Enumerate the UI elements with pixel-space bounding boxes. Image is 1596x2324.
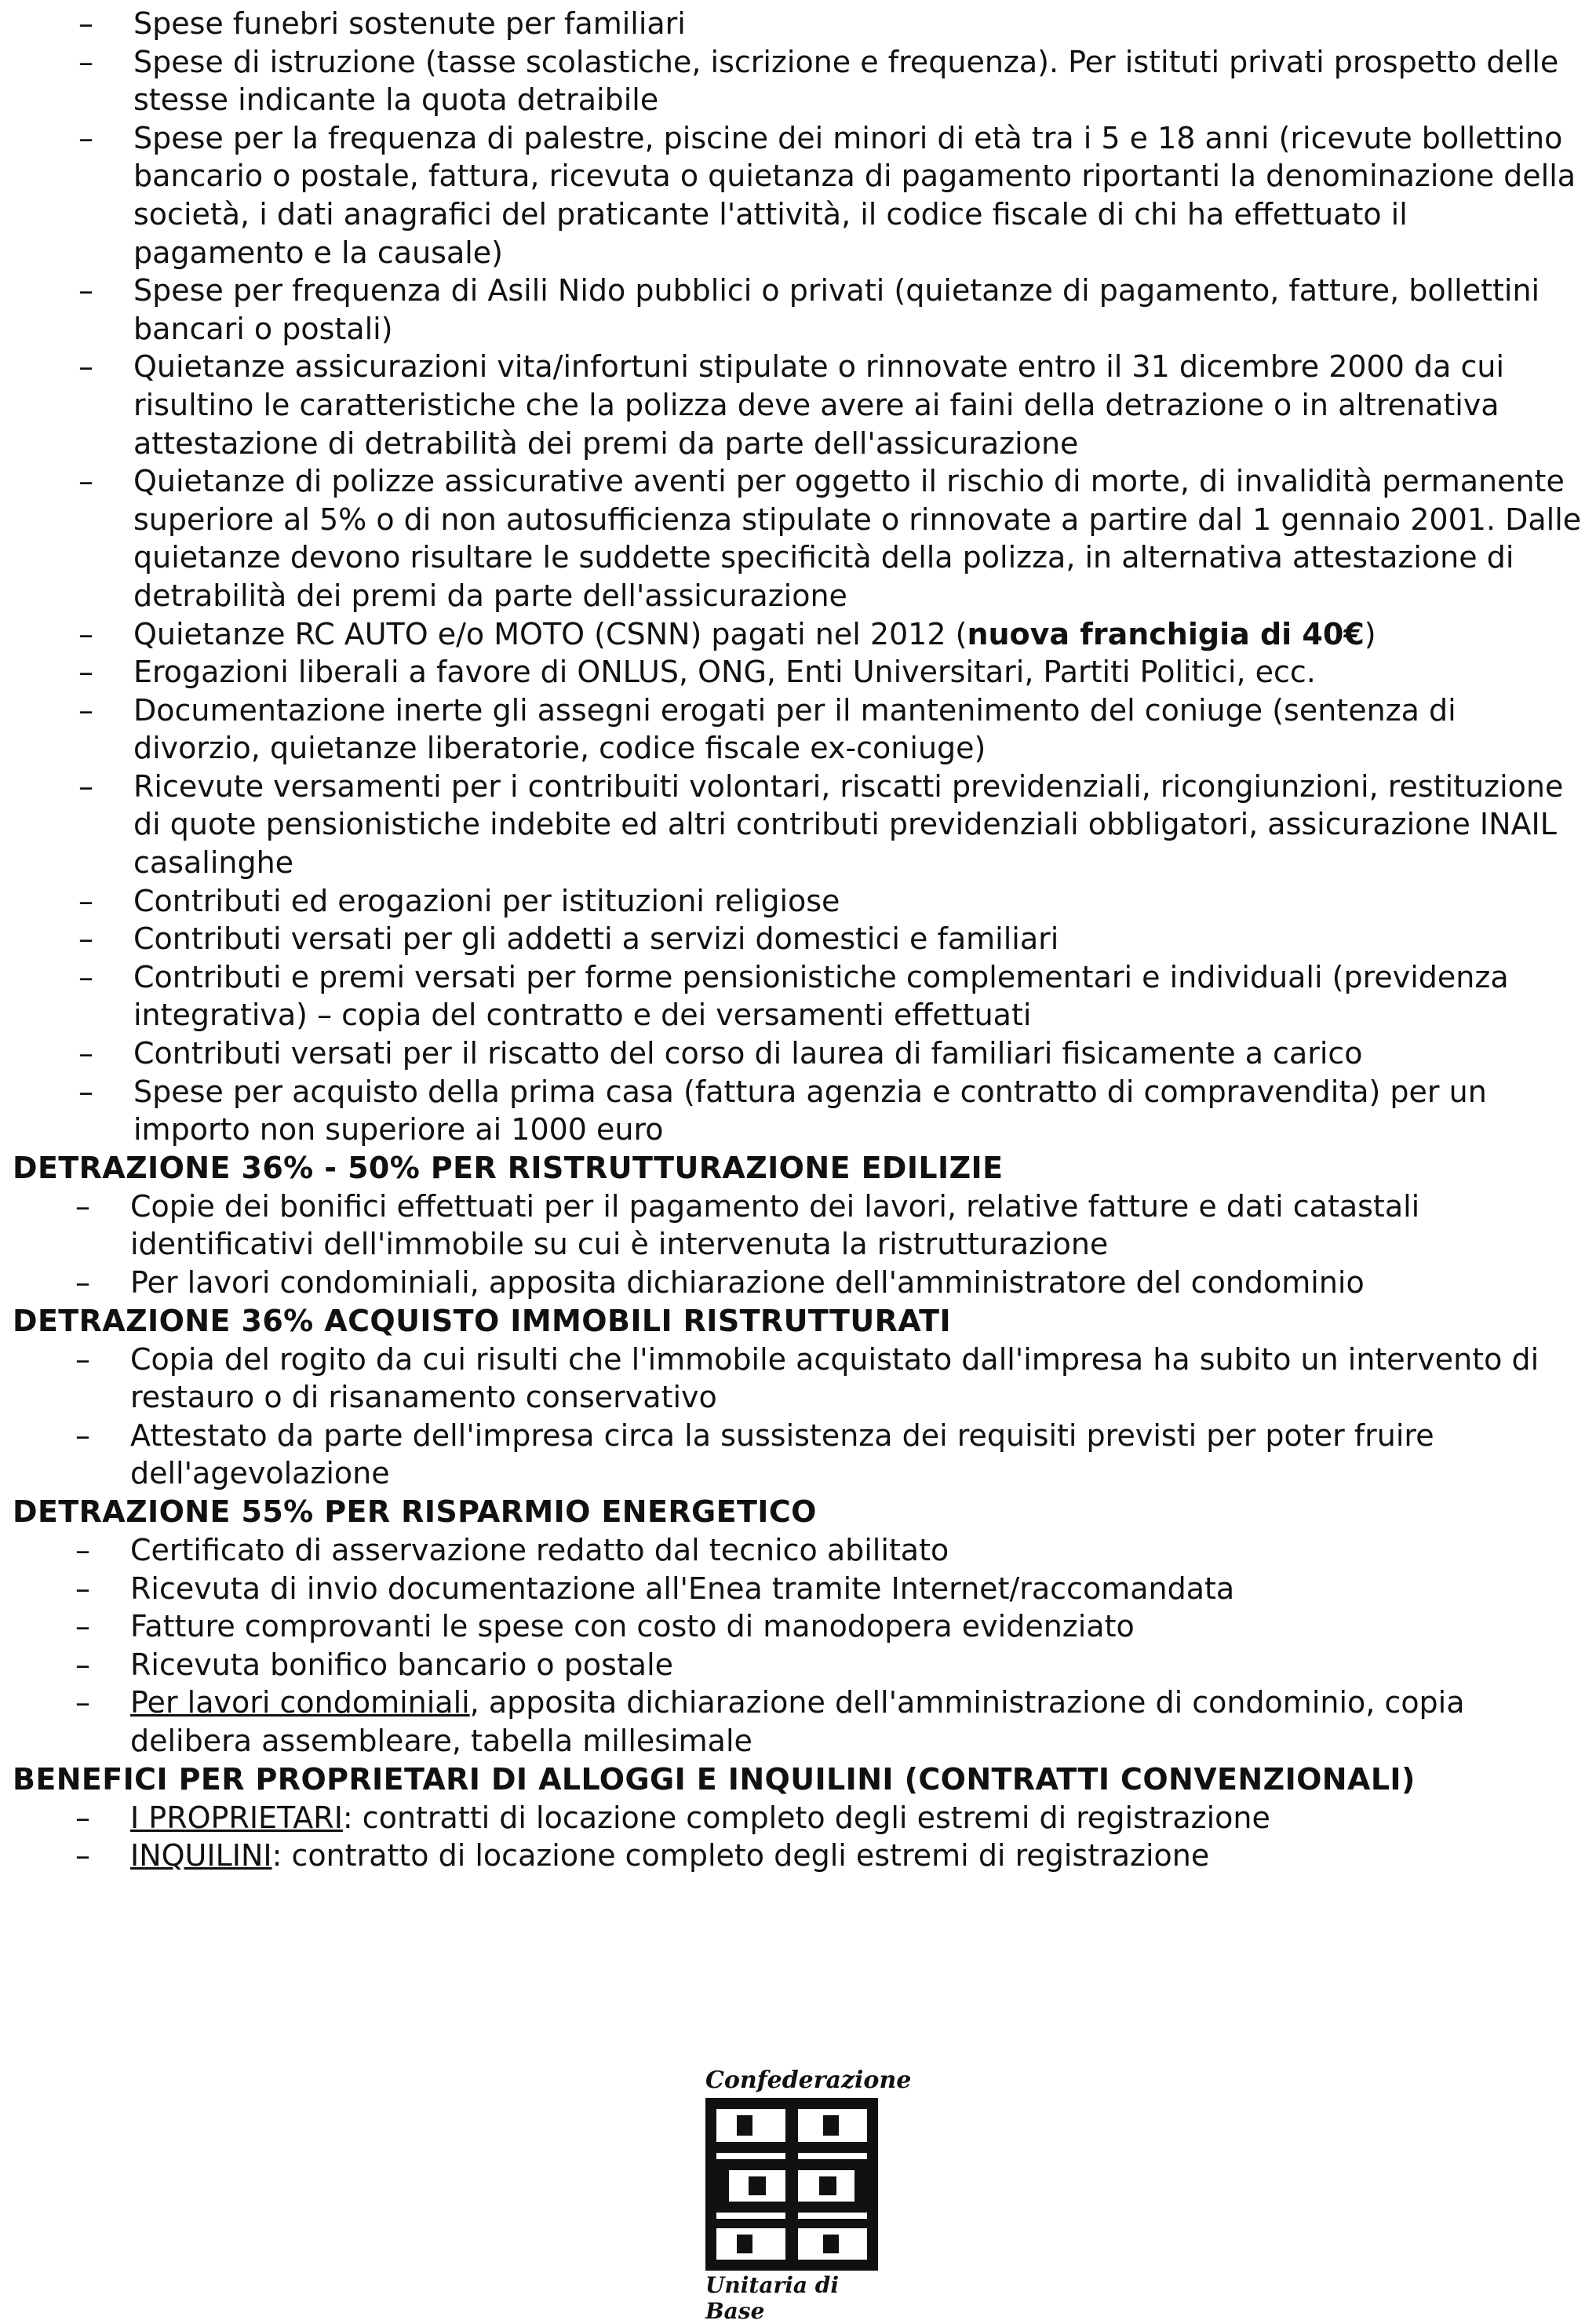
dash-bullet: – [75,1532,90,1567]
dash-bullet: – [78,921,93,957]
dash-bullet: – [78,349,93,385]
list-item: – Per lavori condominiali, apposita dichiarazione dell'amministratore del condominio [13,1264,1582,1302]
dash-bullet: – [78,120,93,155]
dash-bullet: – [75,1417,90,1453]
dash-bullet: – [75,1685,90,1720]
franchise-note: nuova franchigia di 40€ [967,616,1365,651]
list-item: – Copie dei bonifici effettuati per il pagamento dei lavori, relative fatture e dati catastali identificativi dell'immobile su cui è intervenuta la ristrutturazione [75,1188,1420,1262]
list-item: – Attestato da parte dell'impresa circa la sussistenza dei requisiti previsti per poter fruire dell'agevolazione [75,1417,1434,1491]
acquisto-immobili-list [13,1341,1582,1493]
list-item: – Certificato di asservazione redatto dal tecnico abilitato [13,1531,1582,1570]
dash-bullet: – [75,1647,90,1682]
dash-bullet: – [78,44,93,79]
document [13,5,1582,1875]
list-item: – Ricevuta di invio documentazione all'Enea tramite Internet/raccomandata [13,1570,1582,1608]
list-item: – Spese di istruzione (tasse scolastiche, iscrizione e frequenza). Per istituti privati prospetto delle stesse indicante la quota detraibile [78,44,1559,118]
risparmio-energetico-list [13,1531,1582,1760]
dash-bullet: – [78,1036,93,1071]
list-item: – Contributi ed erogazioni per istituzioni religiose [13,882,1582,921]
list-item: – Fatture comprovanti le spese con costo di manodopera evidenziato [13,1607,1582,1646]
section-heading-risparmio-energetico: DETRAZIONE 55% PER RISPARMIO ENERGETICO [13,1494,817,1529]
list-item: – INQUILINI: contratto di locazione completo degli estremi di registrazione [13,1837,1582,1875]
deductions-list [13,5,1582,1149]
dash-bullet: – [78,959,93,994]
list-item: – Copia del rogito da cui risulti che l'immobile acquistato dall'impresa ha subito un intervento di restauro o di risanamento conservativo [75,1341,1540,1415]
dash-bullet: – [78,464,93,499]
list-item: – Contributi versati per il riscatto del corso di laurea di familiari fisicamente a carico [13,1034,1582,1073]
dash-bullet: – [78,883,93,918]
section-heading-benefici: BENEFICI PER PROPRIETARI DI ALLOGGI E INQUILINI (CONTRATTI CONVENZIONALI) [13,1761,1416,1797]
logo-text-bottom: Unitaria di Base [705,2272,839,2324]
dash-bullet: – [75,1265,90,1300]
list-item: – Ricevuta bonifico bancario o postale [13,1646,1582,1684]
list-item: – Spese per la frequenza di palestre, piscine dei minori di età tra i 5 e 18 anni (ricevute bollettino bancario o postale, fattura, ricevuta o quietanza di pagamento riportanti la denominazione della società, i dati anagrafici del praticante l'attività, il codice fiscale di chi ha effettuato il pagamento e la causale) [78,120,1576,270]
dash-bullet: – [78,273,93,308]
cub-logo-icon [705,2098,878,2271]
logo-text-top: Confederazione [705,2067,912,2094]
list-item: – Spese per acquisto della prima casa (fattura agenzia e contratto di compravendita) per un importo non superiore ai 1000 euro [78,1074,1487,1147]
list-item: – Contributi e premi versati per forme pensionistiche complementari e individuali (previdenza integrativa) – copia del contratto e dei versamenti effettuati [78,959,1509,1033]
dash-bullet: – [78,1074,93,1109]
dash-bullet: – [75,1571,90,1606]
ristrutturazione-list [13,1188,1582,1302]
cub-logo [702,2067,912,2324]
list-item: – Documentazione inerte gli assegni erogati per il mantenimento del coniuge (sentenza di divorzio, quietanze liberatorie, codice fiscale ex-coniuge) [78,692,1456,766]
dash-bullet: – [78,768,93,804]
list-item: – Ricevute versamenti per i contribuiti volontari, riscatti previdenziali, ricongiunzioni, restituzione di quote pensionistiche indebite ed altri contributi previdenziali obbligatori, assicurazione INAIL casalinghe [78,768,1564,881]
list-item: – Quietanze assicurazioni vita/infortuni stipulate o rinnovate entro il 31 dicembre 2000 da cui risultino le caratteristiche che la polizza deve avere ai faini della detrazione o in altrenativa attestazione di detrabilità dei premi da parte dell'assicurazione [78,349,1504,461]
dash-bullet: – [75,1838,90,1873]
dash-bullet: – [78,692,93,728]
dash-bullet: – [75,1341,90,1377]
list-item: – I PROPRIETARI: contratti di locazione completo degli estremi di registrazione [13,1799,1582,1837]
list-item: – Per lavori condominiali, apposita dichiarazione dell'amministrazione di condominio, copia delibera assembleare, tabella millesimale [75,1685,1465,1758]
list-item: – Quietanze di polizze assicurative aventi per oggetto il rischio di morte, di invalidità permanente superiore al 5% o di non autosufficienza stipulate o rinnovate a partire dal 1 gennaio 2001. Dalle quietanze devono risultare le suddette specificità della polizza, in alternativa attestazione di detrabilità dei premi da parte dell'assicurazione [78,464,1582,613]
section-heading-acquisto-immobili: DETRAZIONE 36% ACQUISTO IMMOBILI RISTRUTTURATI [13,1303,951,1338]
dash-bullet: – [75,1188,90,1224]
list-item: – Spese per frequenza di Asili Nido pubblici o privati (quietanze di pagamento, fatture, bollettini bancari o postali) [78,273,1540,346]
section-heading-ristrutturazione: DETRAZIONE 36% - 50% PER RISTRUTTURAZIONE EDILIZIE [13,1150,1004,1185]
list-item: – Erogazioni liberali a favore di ONLUS, ONG, Enti Universitari, Partiti Politici, ecc. [13,653,1582,691]
dash-bullet: – [78,655,93,690]
dash-bullet: – [75,1609,90,1644]
benefici-list [13,1799,1582,1875]
dash-bullet: – [78,6,93,41]
list-item: – Spese funebri sostenute per familiari [13,5,1582,43]
dash-bullet: – [75,1800,90,1835]
dash-bullet: – [78,616,93,651]
list-item-rc-auto: – Quietanze RC AUTO e/o MOTO (CSNN) pagati nel 2012 (nuova franchigia di 40€) [13,615,1582,654]
list-item: – Contributi versati per gli addetti a servizi domestici e familiari [13,920,1582,958]
